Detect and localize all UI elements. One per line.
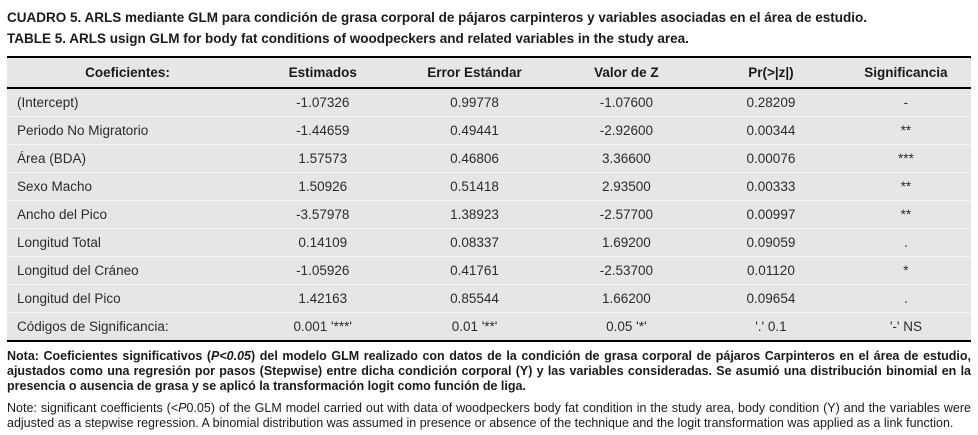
footnote-english-text: 0.05) of the GLM model carried out with data of woodpeckers body fat condition in the study area, body condition (Y) and the variables were adjusted as a stepwise regression. A binomial distribution was assumed in presence or absence of the technique and the logit transformation was applied as a link function. xyxy=(7,401,971,430)
value-cell: 0.08337 xyxy=(397,229,551,257)
value-cell: 0.09059 xyxy=(701,229,841,257)
value-cell: 0.01 '**' xyxy=(397,313,551,342)
value-cell: 0.49441 xyxy=(397,117,551,145)
column-header-coeficientes: Coeficientes: xyxy=(7,57,248,88)
value-cell: -1.44659 xyxy=(248,117,397,145)
significance-cell: ** xyxy=(841,117,971,145)
significance-cell: * xyxy=(841,257,971,285)
value-cell: 0.09654 xyxy=(701,285,841,313)
value-cell: -1.07326 xyxy=(296,95,350,110)
value-cell: 0.01120 xyxy=(701,257,841,285)
value-cell: -2.53700 xyxy=(552,257,701,285)
table-title-english: TABLE 5. ARLS usign GLM for body fat conditions of woodpeckers and related variables in the study area. xyxy=(7,31,689,46)
value-cell: 2.93500 xyxy=(552,173,701,201)
value-cell: 0.05 '*' xyxy=(552,313,701,342)
table-row xyxy=(7,88,971,117)
footnote-english-text: Note: significant coefficients (< xyxy=(7,401,179,415)
value-cell: 0.99778 xyxy=(450,95,499,110)
value-cell: 0.00344 xyxy=(701,117,841,145)
row-label-cell: (Intercept) xyxy=(17,95,79,110)
value-cell: '.' 0.1 xyxy=(701,313,841,342)
column-header-estimados: Estimados xyxy=(248,57,397,88)
table-row xyxy=(7,201,971,229)
table-row xyxy=(7,145,971,173)
significance-cell: - xyxy=(903,95,909,110)
value-cell: 1.69200 xyxy=(552,229,701,257)
column-header-pr-z: Pr(>|z|) xyxy=(701,57,841,88)
significance-cell: . xyxy=(841,285,971,313)
value-cell: -1.07600 xyxy=(599,95,653,110)
value-cell: 0.00076 xyxy=(701,145,841,173)
value-cell: 1.38923 xyxy=(397,201,551,229)
table-header-row xyxy=(7,57,971,88)
table-row-significance-codes xyxy=(7,313,971,342)
significance-cell: . xyxy=(841,229,971,257)
value-cell: 0.41761 xyxy=(397,257,551,285)
footnote-spanish-text: ) del modelo GLM realizado con datos de la condición de grasa corporal de pájaros Carpinteros en el área de estudio, ajustados como una regresión por pasos (Stepwise) entre dicha condición corporal (Y) y las variables consideradas. Se asumió una distribución binomial en la presencia o ausencia de grasa y se aplicó la transformación logit como función de liga. xyxy=(7,349,971,393)
row-label-cell: Área (BDA) xyxy=(7,145,248,173)
table-row xyxy=(7,285,971,313)
row-label-cell: Periodo No Migratorio xyxy=(7,117,248,145)
table-row xyxy=(7,173,971,201)
table-row xyxy=(7,257,971,285)
value-cell: 0.28209 xyxy=(746,95,796,110)
footnote-english xyxy=(7,401,971,431)
significance-cell: *** xyxy=(841,145,971,173)
value-cell: 1.50926 xyxy=(248,173,397,201)
column-header-significancia: Significancia xyxy=(841,57,971,88)
value-cell: 1.42163 xyxy=(248,285,397,313)
significance-cell: ** xyxy=(841,201,971,229)
row-label-cell: Sexo Macho xyxy=(7,173,248,201)
value-cell: 0.001 '***' xyxy=(248,313,397,342)
value-cell: 0.46806 xyxy=(397,145,551,173)
value-cell: 0.14109 xyxy=(248,229,397,257)
significance-cell: ** xyxy=(841,173,971,201)
footnote-english-pvalue: P xyxy=(178,401,187,415)
table-title-spanish: CUADRO 5. ARLS mediante GLM para condición de grasa corporal de pájaros carpinteros y variables asociadas en el área de estudio. xyxy=(7,10,868,25)
value-cell: -2.92600 xyxy=(552,117,701,145)
row-label-cell: Códigos de Significancia: xyxy=(7,313,248,342)
row-label-cell: Longitud del Cráneo xyxy=(7,257,248,285)
value-cell: 0.85544 xyxy=(397,285,551,313)
value-cell: -3.57978 xyxy=(248,201,397,229)
value-cell: 0.00997 xyxy=(701,201,841,229)
row-label-cell: Longitud del Pico xyxy=(7,285,248,313)
footnote-spanish-text: Nota: Coeficientes significativos ( xyxy=(7,349,212,363)
value-cell: 1.57573 xyxy=(248,145,397,173)
column-header-error-estandar: Error Estándar xyxy=(397,57,551,88)
table-row xyxy=(7,229,971,257)
row-label-cell: Longitud Total xyxy=(7,229,248,257)
value-cell: 0.00333 xyxy=(701,173,841,201)
footnote-spanish xyxy=(7,349,971,394)
column-header-valor-de-z: Valor de Z xyxy=(552,57,701,88)
glm-results-table xyxy=(7,56,971,342)
table-row xyxy=(7,117,971,145)
value-cell: -2.57700 xyxy=(552,201,701,229)
value-cell: -1.05926 xyxy=(248,257,397,285)
value-cell: 1.66200 xyxy=(552,285,701,313)
significance-cell: '-' NS xyxy=(841,313,971,342)
value-cell: 3.36600 xyxy=(552,145,701,173)
value-cell: 0.51418 xyxy=(397,173,551,201)
footnote-spanish-pvalue: P<0.05 xyxy=(211,349,251,363)
row-label-cell: Ancho del Pico xyxy=(7,201,248,229)
